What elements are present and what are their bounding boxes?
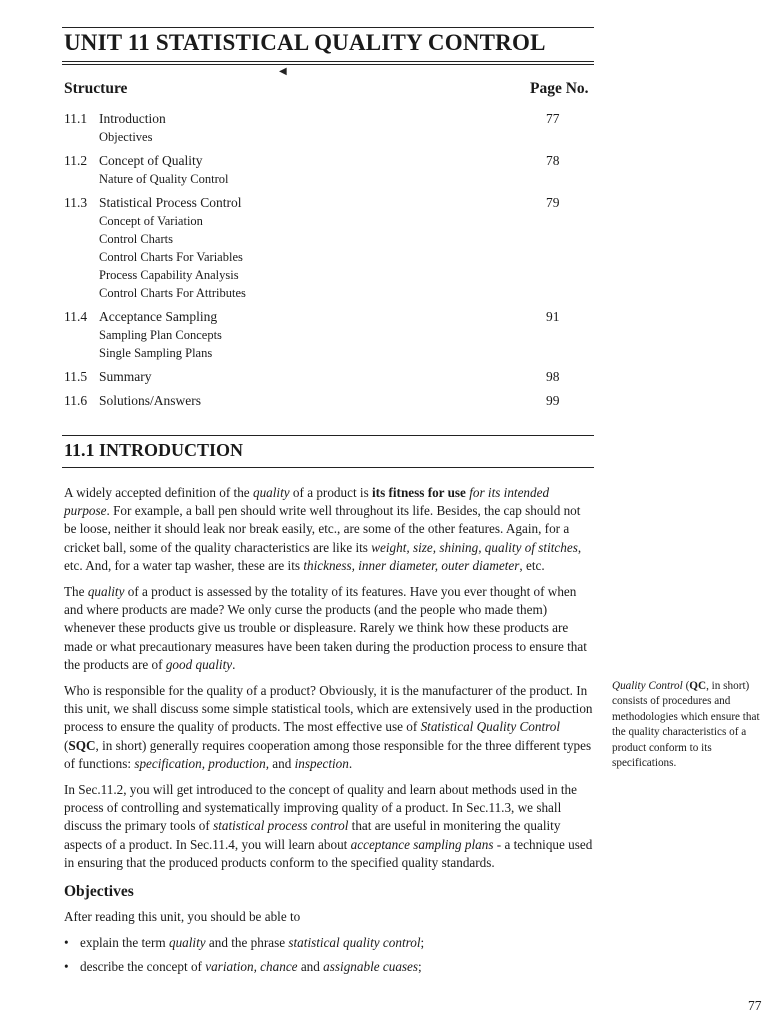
toc-section	[64, 152, 584, 188]
objectives-list	[64, 934, 594, 976]
text-run: The	[64, 584, 88, 600]
toc-entry	[64, 152, 584, 170]
toc-number: 11.6	[64, 393, 88, 408]
list-item	[64, 958, 594, 976]
text-run: In Sec.11.2, you will get introduced to the concept of quality and learn about methods used in the process of controlling and systematically improving quality of a product. In Sec.11.3, we shall discuss the primary tools of	[64, 782, 577, 834]
text-run: quality	[168, 935, 206, 951]
toc-subentry: Nature of Quality Control	[99, 172, 229, 186]
toc-number: 11.3	[64, 195, 88, 210]
text-run: quality	[87, 584, 125, 600]
text-run: weight, size, shining, quality of stitches	[371, 539, 578, 555]
text-run: quality	[252, 485, 290, 500]
toc-page: 91	[546, 309, 560, 324]
text-run: Statistical Quality Control	[420, 719, 561, 735]
toc-section	[64, 308, 584, 362]
toc-number: 11.1	[64, 111, 88, 126]
text-run: Who is responsible for the quality of a product? Obviously, it is the manufacturer of the product. In this unit, we shall discuss some simple statistical tools, which are extensively used in the production process to ensure the quality of products. The most effective use of	[64, 683, 593, 735]
toc-page: 79	[546, 195, 560, 210]
toc-page: 99	[546, 393, 560, 408]
title-rule-lower	[62, 64, 594, 65]
text-run: that are useful in monitering the quality aspects of a product. In Sec.11.4, you will learn about	[64, 818, 561, 852]
list-item	[64, 934, 594, 952]
paragraph	[64, 484, 594, 575]
top-rule	[62, 27, 594, 28]
toc-title: Acceptance Sampling	[99, 309, 218, 324]
text-run: (	[64, 737, 69, 753]
toc-page: 77	[546, 111, 560, 126]
bullet-icon: •	[64, 959, 69, 975]
toc-entry	[64, 194, 584, 212]
text-run: statistical quality control	[288, 935, 421, 951]
text-run: Quality Control	[612, 680, 683, 692]
toc-entry	[64, 392, 584, 410]
toc-subentry: Sampling Plan Concepts	[99, 328, 222, 342]
text-run: and	[297, 959, 324, 975]
text-run: .	[232, 656, 236, 672]
toc-entry	[64, 308, 584, 326]
toc-title: Solutions/Answers	[99, 393, 202, 408]
text-run: its fitness for use	[372, 485, 466, 500]
toc-title: Summary	[99, 369, 152, 384]
toc-subentry: Control Charts For Variables	[99, 250, 243, 264]
toc-subentry: Single Sampling Plans	[99, 346, 213, 360]
toc-title: Statistical Process Control	[99, 195, 242, 210]
text-run: variation, chance	[205, 959, 298, 975]
text-run: of a product is	[289, 485, 373, 500]
text-run: inspection	[294, 755, 349, 771]
text-run: SQC	[68, 737, 96, 753]
paragraph	[64, 781, 594, 872]
structure-heading: Structure	[64, 80, 128, 97]
toc-section	[64, 392, 584, 410]
text-run: (	[682, 680, 690, 692]
text-run: statistical process control	[213, 818, 349, 834]
body-text	[64, 484, 594, 983]
text-run: QC	[689, 680, 707, 692]
text-run: of a product is assessed by the totality of its features. Have you ever thought of when and where products are made? We only curse the products (and the people who made them) whenever these products give us trouble or displeasure. Rarely we think how these products are made or what precautionary measures have been taken during the production process to ensure that the products are of	[64, 584, 587, 672]
text-run: specification, production,	[134, 755, 269, 771]
text-run: .	[348, 755, 353, 771]
title-rule-upper	[62, 61, 594, 62]
text-run: . For example, a ball pen should write well throughout its life. Besides, the cap should not be loose, neither it should leak nor break easily, etc., are some of the other features. Again, for a cricket ball, some of the quality characteristics are like its	[64, 503, 581, 555]
text-run: ;	[418, 959, 422, 975]
toc-number: 11.4	[64, 309, 88, 324]
toc-subentry: Concept of Variation	[99, 214, 203, 228]
text-run: , in short) consists of procedures and methodologies which ensure that the quality characteristics of a product conform to its specifications.	[612, 680, 760, 770]
text-run: and the phrase	[205, 935, 289, 951]
toc-section	[64, 368, 584, 386]
paragraph	[64, 583, 594, 674]
toc-page: 98	[546, 369, 560, 384]
stray-mark: ◀	[279, 66, 287, 77]
toc-subentry: Control Charts For Attributes	[99, 286, 246, 300]
section-rule-lower	[62, 467, 594, 468]
objectives-intro: After reading this unit, you should be able to	[64, 909, 301, 925]
toc-title: Concept of Quality	[99, 153, 203, 168]
toc-entry	[64, 368, 584, 386]
toc-entry	[64, 110, 584, 128]
table-of-contents	[64, 110, 584, 416]
toc-page: 78	[546, 153, 560, 168]
margin-note	[612, 679, 764, 771]
page-number: 77	[748, 998, 762, 1013]
toc-number: 11.2	[64, 153, 88, 168]
text-run: good quality	[165, 656, 233, 672]
text-run: describe the concept of	[80, 959, 206, 975]
unit-title: UNIT 11 STATISTICAL QUALITY CONTROL	[64, 30, 546, 55]
toc-section	[64, 194, 584, 302]
text-run: , etc.	[519, 557, 545, 573]
objectives-heading: Objectives	[64, 883, 134, 901]
toc-number: 11.5	[64, 369, 88, 384]
section-heading: 11.1 INTRODUCTION	[64, 440, 244, 460]
toc-section	[64, 110, 584, 146]
text-run: thickness, inner diameter, outer diameter	[303, 557, 520, 573]
text-run: for its intended purpose	[64, 485, 550, 519]
section-rule-upper	[62, 435, 594, 436]
text-run: assignable cuases	[323, 959, 419, 975]
toc-subentry: Objectives	[99, 130, 153, 144]
text-run: explain the term	[80, 935, 169, 951]
text-run: , etc. And, for a water tap washer, these are its	[64, 539, 582, 573]
toc-subentry: Process Capability Analysis	[99, 268, 239, 282]
toc-subentry: Control Charts	[99, 232, 173, 246]
text-run: ;	[420, 935, 425, 951]
text-run: acceptance sampling plans	[350, 836, 494, 852]
paragraph	[64, 682, 594, 773]
bullet-icon: •	[64, 935, 69, 951]
text-run: A widely accepted definition of the	[64, 485, 253, 500]
page-no-heading: Page No.	[530, 80, 589, 97]
text-run: , in short) generally requires cooperation among those responsible for the three different types of functions:	[64, 737, 592, 771]
text-run: - a technique used in ensuring that the produced products conform to the specified quality standards.	[64, 836, 593, 870]
toc-title: Introduction	[99, 111, 166, 126]
text-run: and	[269, 755, 295, 771]
